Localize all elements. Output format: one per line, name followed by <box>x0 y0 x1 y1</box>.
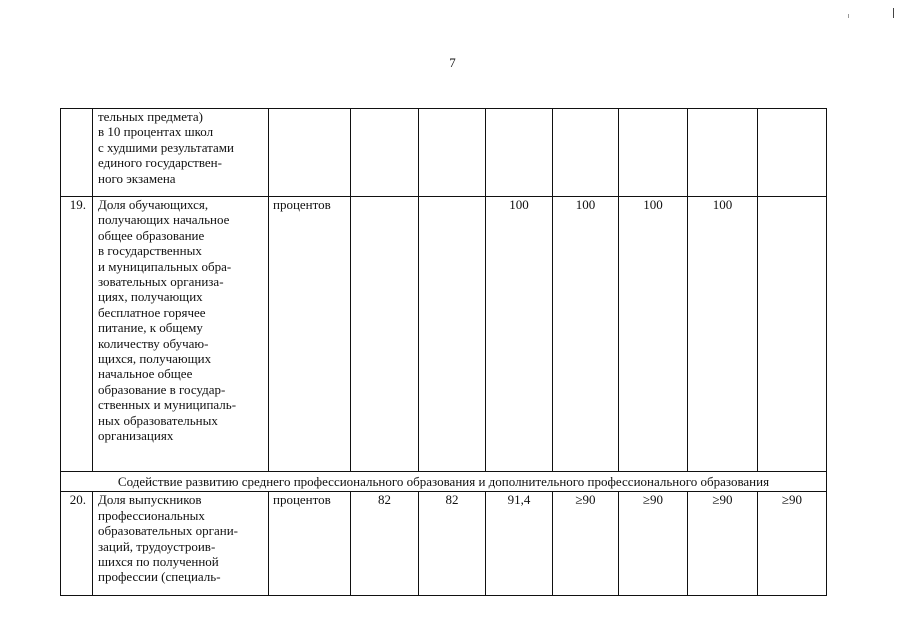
value-cell <box>486 109 553 197</box>
value-cell <box>351 197 419 472</box>
indicator-cell <box>93 492 269 596</box>
value-cell: 82 <box>351 492 419 596</box>
indicator-line: профессии (специаль- <box>98 569 221 585</box>
indicator-line: образование в государ- <box>98 381 226 397</box>
table-row-continuation <box>61 109 827 197</box>
indicator-line: и муниципальных обра- <box>98 258 232 274</box>
indicator-line: получающих начальное <box>98 212 230 228</box>
value-cell <box>553 109 619 197</box>
section-header-row <box>61 472 827 492</box>
indicator-line: в 10 процентах школ <box>98 124 214 140</box>
row-number-cell: 20. <box>61 492 93 596</box>
indicator-line: бесплатное горячее <box>98 304 206 320</box>
indicator-line: общее образование <box>98 227 205 243</box>
indicator-line: заций, трудоустроив- <box>98 538 216 554</box>
unit-cell: процентов <box>269 197 351 472</box>
value-cell: ≥90 <box>619 492 688 596</box>
indicator-line: питание, к общему <box>98 320 203 336</box>
indicator-line: циях, получающих <box>98 289 203 305</box>
indicator-line: с худшими результатами <box>98 139 234 155</box>
scan-dot-mark <box>848 14 849 18</box>
value-cell <box>419 197 486 472</box>
value-cell <box>758 197 827 472</box>
value-cell: 91,4 <box>486 492 553 596</box>
indicator-line: зовательных организа- <box>98 274 224 290</box>
indicator-cell <box>93 197 269 472</box>
value-cell: 82 <box>419 492 486 596</box>
indicator-line: тельных предмета) <box>98 109 203 124</box>
value-cell: 100 <box>553 197 619 472</box>
indicator-line: профессиональных <box>98 507 205 523</box>
value-cell <box>758 109 827 197</box>
row-number-cell <box>61 109 93 197</box>
scan-edge-mark <box>893 8 894 18</box>
indicator-line: ственных и муниципаль- <box>98 397 237 413</box>
indicator-line: Доля обучающихся, <box>98 197 209 212</box>
indicator-line: ного экзамена <box>98 170 176 186</box>
value-cell <box>688 109 758 197</box>
value-cell <box>419 109 486 197</box>
indicator-line: ных образовательных <box>98 412 218 428</box>
unit-cell: процентов <box>269 492 351 596</box>
indicator-line: количеству обучаю- <box>98 335 209 351</box>
value-cell: 100 <box>486 197 553 472</box>
value-cell <box>619 109 688 197</box>
indicator-line: шихся по полученной <box>98 554 219 570</box>
table-row-20 <box>61 492 827 596</box>
indicator-line: в государственных <box>98 243 202 259</box>
value-cell: ≥90 <box>758 492 827 596</box>
indicator-cell <box>93 109 269 197</box>
indicator-line: образовательных органи- <box>98 523 238 539</box>
indicator-line: начальное общее <box>98 366 193 382</box>
page-number: 7 <box>449 55 456 70</box>
section-title: Содействие развитию среднего профессионального образования и дополнительного профессионального образования <box>61 472 827 492</box>
value-cell: ≥90 <box>688 492 758 596</box>
indicators-table <box>60 108 827 596</box>
row-number-cell: 19. <box>61 197 93 472</box>
table-row-19 <box>61 197 827 472</box>
indicator-line: единого государствен- <box>98 155 222 171</box>
value-cell: ≥90 <box>553 492 619 596</box>
value-cell <box>351 109 419 197</box>
value-cell: 100 <box>619 197 688 472</box>
value-cell: 100 <box>688 197 758 472</box>
indicator-line: организациях <box>98 428 174 444</box>
indicator-line: щихся, получающих <box>98 351 212 367</box>
indicator-line: Доля выпускников <box>98 492 202 508</box>
unit-cell <box>269 109 351 197</box>
